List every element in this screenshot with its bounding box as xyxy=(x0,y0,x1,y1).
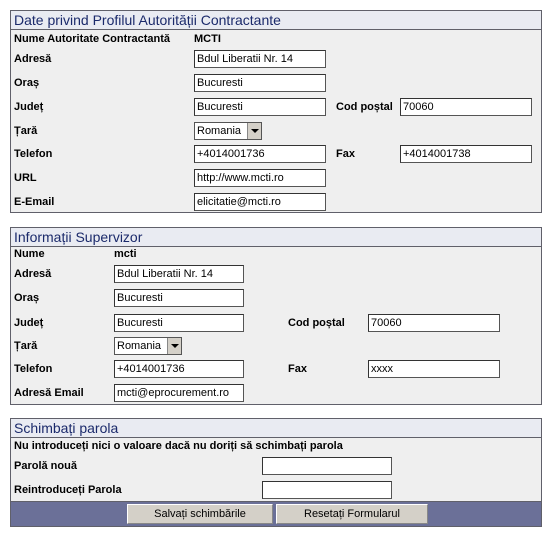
reset-button[interactable]: Resetați Formularul xyxy=(276,504,428,524)
authority-section xyxy=(10,10,542,213)
authority-url-input[interactable]: http://www.mcti.ro xyxy=(194,169,326,187)
authority-county-label: Județ xyxy=(14,101,44,113)
supervisor-city-input[interactable]: Bucuresti xyxy=(114,289,244,307)
supervisor-email-input[interactable]: mcti@eprocurement.ro xyxy=(114,384,244,402)
authority-phone-input[interactable]: +4014001736 xyxy=(194,145,326,163)
new-password-input[interactable] xyxy=(262,457,392,475)
supervisor-address-label: Adresă xyxy=(14,268,52,280)
supervisor-email-label: Adresă Email xyxy=(14,387,84,399)
authority-email-label: E-Email xyxy=(14,196,55,208)
password-note: Nu introduceți nici o valoare dacă nu doriți să schimbați parola xyxy=(14,440,343,452)
authority-postal-input[interactable]: 70060 xyxy=(400,98,532,116)
supervisor-county-input[interactable]: Bucuresti xyxy=(114,314,244,332)
authority-city-label: Oraș xyxy=(14,77,40,89)
new-password-label: Parolă nouă xyxy=(14,460,77,472)
supervisor-fax-label: Fax xyxy=(288,363,307,375)
supervisor-section-title: Informații Supervizor xyxy=(11,228,541,247)
repeat-password-label: Reintroduceți Parola xyxy=(14,484,122,496)
supervisor-phone-label: Telefon xyxy=(14,363,53,375)
authority-name-value: MCTI xyxy=(194,33,221,45)
chevron-down-icon[interactable] xyxy=(167,338,181,354)
authority-country-select[interactable] xyxy=(194,122,262,140)
authority-fax-input[interactable]: +4014001738 xyxy=(400,145,532,163)
authority-name-label: Nume Autoritate Contractantă xyxy=(14,33,171,45)
supervisor-postal-label: Cod poștal xyxy=(288,317,345,329)
authority-county-input[interactable]: Bucuresti xyxy=(194,98,326,116)
authority-address-label: Adresă xyxy=(14,53,52,65)
authority-postal-label: Cod poștal xyxy=(336,101,393,113)
authority-country-label: Țară xyxy=(14,125,38,137)
authority-phone-label: Telefon xyxy=(14,148,53,160)
supervisor-city-label: Oraș xyxy=(14,292,40,304)
supervisor-fax-input[interactable]: xxxx xyxy=(368,360,500,378)
authority-email-input[interactable]: elicitatie@mcti.ro xyxy=(194,193,326,211)
repeat-password-input[interactable] xyxy=(262,481,392,499)
save-button[interactable]: Salvați schimbările xyxy=(127,504,273,524)
authority-country-value: Romania xyxy=(197,125,242,137)
authority-url-label: URL xyxy=(14,172,37,184)
button-bar xyxy=(11,501,541,526)
supervisor-postal-input[interactable]: 70060 xyxy=(368,314,500,332)
authority-fax-label: Fax xyxy=(336,148,355,160)
supervisor-phone-input[interactable]: +4014001736 xyxy=(114,360,244,378)
authority-section-title: Date privind Profilul Autorității Contractante xyxy=(11,11,541,30)
chevron-down-icon[interactable] xyxy=(247,123,261,139)
supervisor-country-value: Romania xyxy=(117,340,162,352)
supervisor-section xyxy=(10,227,542,405)
password-section-title: Schimbați parola xyxy=(11,419,541,438)
authority-address-input[interactable]: Bdul Liberatii Nr. 14 xyxy=(194,50,326,68)
authority-city-input[interactable]: Bucuresti xyxy=(194,74,326,92)
supervisor-address-input[interactable]: Bdul Liberatii Nr. 14 xyxy=(114,265,244,283)
supervisor-country-label: Țară xyxy=(14,340,38,352)
password-section xyxy=(10,418,542,527)
supervisor-name-label: Nume xyxy=(14,248,45,260)
supervisor-country-select[interactable] xyxy=(114,337,182,355)
supervisor-county-label: Județ xyxy=(14,317,44,329)
supervisor-name-value: mcti xyxy=(114,248,137,260)
